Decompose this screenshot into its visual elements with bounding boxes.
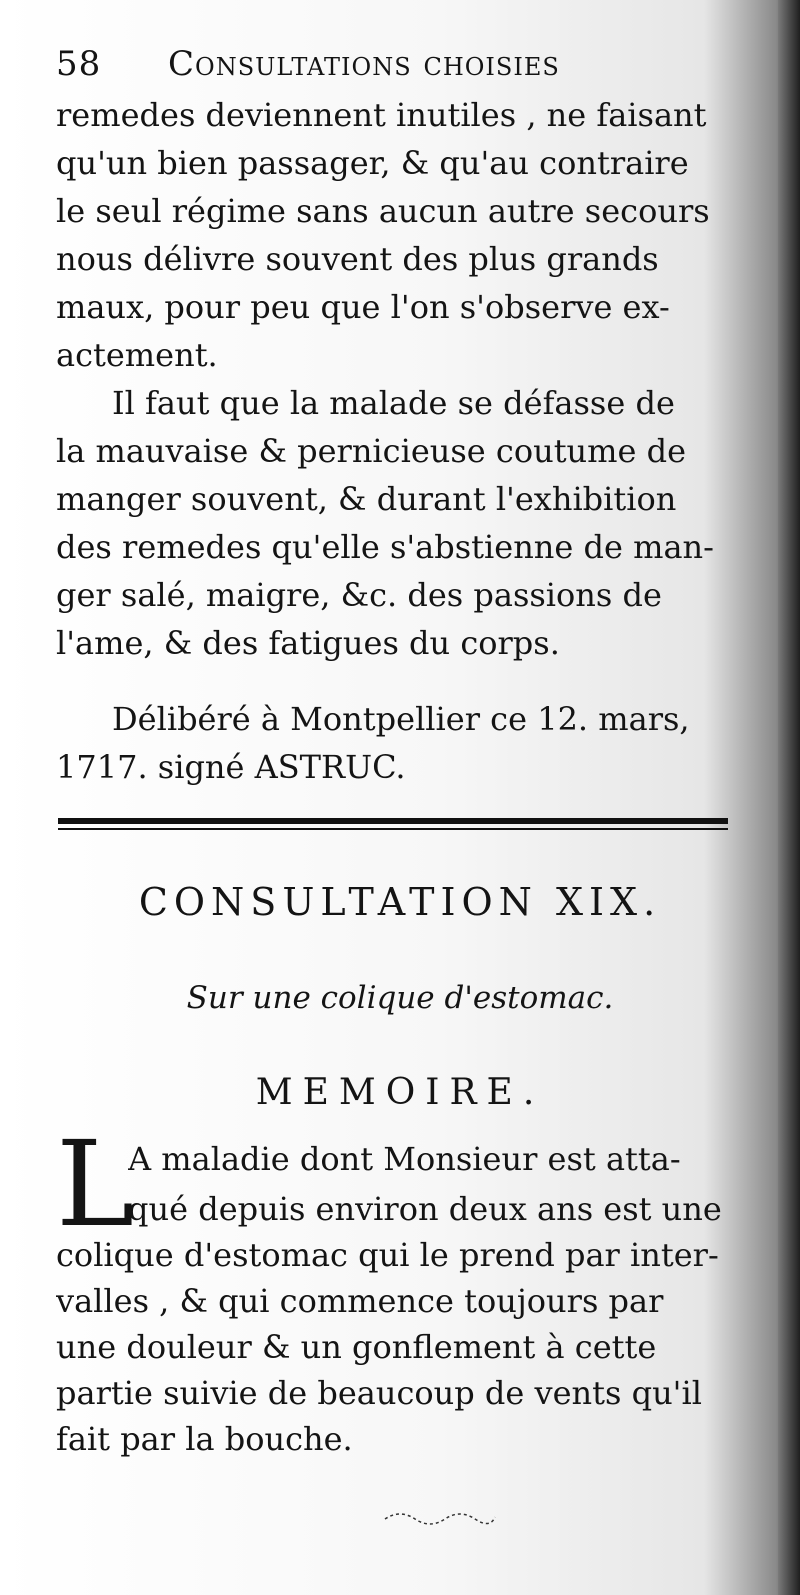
page-number: 58 [56, 44, 102, 84]
section-heading: MEMOIRE. [255, 1072, 545, 1113]
text-line: la mauvaise & pernicieuse coutume de [56, 432, 687, 470]
divider-rule [58, 828, 728, 830]
text-line: des remedes qu'elle s'abstienne de man- [56, 528, 714, 566]
text-line: maux, pour peu que l'on s'observe ex- [56, 288, 670, 326]
memoire-line: qué depuis environ deux ans est une [128, 1190, 722, 1228]
drop-cap: L [56, 1115, 135, 1253]
book-spine-shadow [778, 0, 800, 1595]
divider-rule [58, 818, 728, 824]
memoire-line: une douleur & un gonflement à cette [56, 1328, 657, 1366]
memoire-line: valles , & qui commence toujours par [56, 1282, 664, 1320]
memoire-line: A maladie dont Monsieur est atta- [128, 1140, 681, 1178]
ornament-mark [380, 1505, 500, 1529]
memoire-line: colique d'estomac qui le prend par inter- [56, 1236, 719, 1274]
text-line: Il faut que la malade se défasse de [112, 384, 675, 422]
running-head [56, 44, 756, 94]
text-line: actement. [56, 336, 218, 374]
consultation-subtitle: Sur une colique d'estomac. [186, 980, 614, 1016]
text-line: remedes deviennent inutiles , ne faisant [56, 96, 707, 134]
text-line: l'ame, & des fatigues du corps. [56, 624, 560, 662]
running-title: Consultations choisies [168, 44, 560, 84]
memoire-line: fait par la bouche. [56, 1420, 353, 1458]
text-line: nous délivre souvent des plus grands [56, 240, 659, 278]
closing-line: 1717. signé ASTRUC. [56, 748, 406, 786]
text-line: le seul régime sans aucun autre secours [56, 192, 710, 230]
text-line: qu'un bien passager, & qu'au contraire [56, 144, 689, 182]
memoire-line: partie suivie de beaucoup de vents qu'il [56, 1374, 702, 1412]
text-line: ger salé, maigre, &c. des passions de [56, 576, 662, 614]
closing-line: Délibéré à Montpellier ce 12. mars, [112, 700, 690, 738]
text-line: manger souvent, & durant l'exhibition [56, 480, 677, 518]
consultation-title: CONSULTATION XIX. [138, 880, 662, 924]
